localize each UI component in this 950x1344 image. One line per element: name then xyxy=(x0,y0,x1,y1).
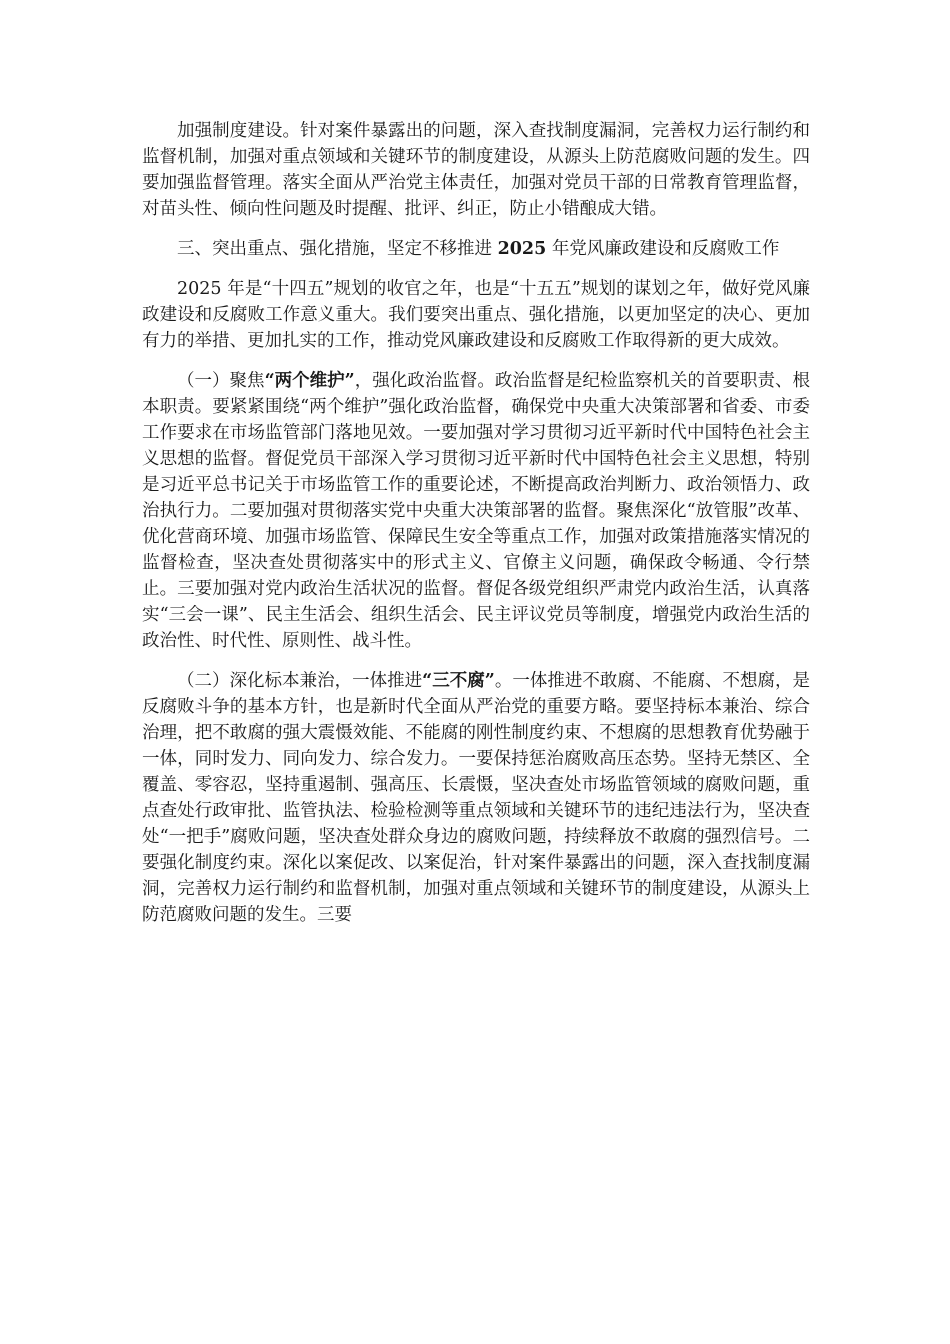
document-page xyxy=(142,118,810,942)
section-heading-prefix: 三、突出重点、强化措施，坚定不移推进 xyxy=(177,239,498,259)
section-heading-year: 2025 xyxy=(497,239,547,259)
item-1-lead-a: （一）聚焦 xyxy=(177,371,265,391)
item-2-lead-a: （二）深化标本兼治，一体推进 xyxy=(177,671,423,691)
paragraph-item-1 xyxy=(142,368,810,654)
item-2-body: 一体推进不敢腐、不能腐、不想腐，是反腐败斗争的基本方针，也是新时代全面从严治党的重要方略。要坚持标本兼治、综合治理，把不敢腐的强大震慑效能、不能腐的刚性制度约束、不想腐的思想教育优势融于一体，同时发力、同向发力、综合发力。一要保持惩治腐败高压态势。坚持无禁区、全覆盖、零容忍，坚持重遏制、强高压、长震慑，坚决查处市场监管领域的腐败问题，重点查处行政审批、监管执法、检验检测等重点领域和关键环节的违纪违法行为，坚决查处“一把手”腐败问题，坚决查处群众身边的腐败问题，持续释放不敢腐的强烈信号。二要强化制度约束。深化以案促改、以案促治，针对案件暴露出的问题，深入查找制度漏洞，完善权力运行制约和监督机制，加强对重点领域和关键环节的制度建设，从源头上防范腐败问题的发生。三要 xyxy=(142,671,811,925)
paragraph-intro: 2025 年是“十四五”规划的收官之年，也是“十五五”规划的谋划之年，做好党风廉政建设和反腐败工作意义重大。我们要突出重点、强化措施，以更加坚定的决心、更加有力的举措、更加扎实的工作，推动党风廉政建设和反腐败工作取得新的更大成效。 xyxy=(142,279,810,351)
item-1-lead-b: ，强化政治监督。 xyxy=(354,371,495,391)
item-1-body: 政治监督是纪检监察机关的首要职责、根本职责。要紧紧围绕“两个维护”强化政治监督，确保党中央重大决策部署和省委、市委工作要求在市场监管部门落地见效。一要加强对学习贯彻习近平新时代中国特色社会主义思想的监督。督促党员干部深入学习贯彻习近平新时代中国特色社会主义思想，特别是习近平总书记关于市场监管工作的重要论述，不断提高政治判断力、政治领悟力、政治执行力。二要加强对贯彻落实党中央重大决策部署的监督。聚焦深化“放管服”改革、优化营商环境、加强市场监管、保障民生安全等重点工作，加强对政策措施落实情况的监督检查，坚决查处贯彻落实中的形式主义、官僚主义问题，确保政令畅通、令行禁止。三要加强对党内政治生活状况的监督。督促各级党组织严肃党内政治生活，认真落实“三会一课”、民主生活会、组织生活会、民主评议党员等制度，增强党内政治生活的政治性、时代性、原则性、战斗性。 xyxy=(142,371,811,651)
paragraph-continuation: 加强制度建设。针对案件暴露出的问题，深入查找制度漏洞，完善权力运行制约和监督机制，加强对重点领域和关键环节的制度建设，从源头上防范腐败问题的发生。四要加强监督管理。落实全面从严治党主体责任，加强对党员干部的日常教育管理监督，对苗头性、倾向性问题及时提醒、批评、纠正，防止小错酿成大错。 xyxy=(142,121,810,219)
section-heading-suffix: 年党风廉政建设和反腐败工作 xyxy=(546,239,780,259)
item-2-bold: “三不腐” xyxy=(422,671,495,691)
item-2-lead-b: 。 xyxy=(494,671,513,691)
paragraph-item-2 xyxy=(142,668,810,928)
section-heading-3 xyxy=(142,236,810,262)
item-1-bold: “两个维护” xyxy=(264,371,355,391)
